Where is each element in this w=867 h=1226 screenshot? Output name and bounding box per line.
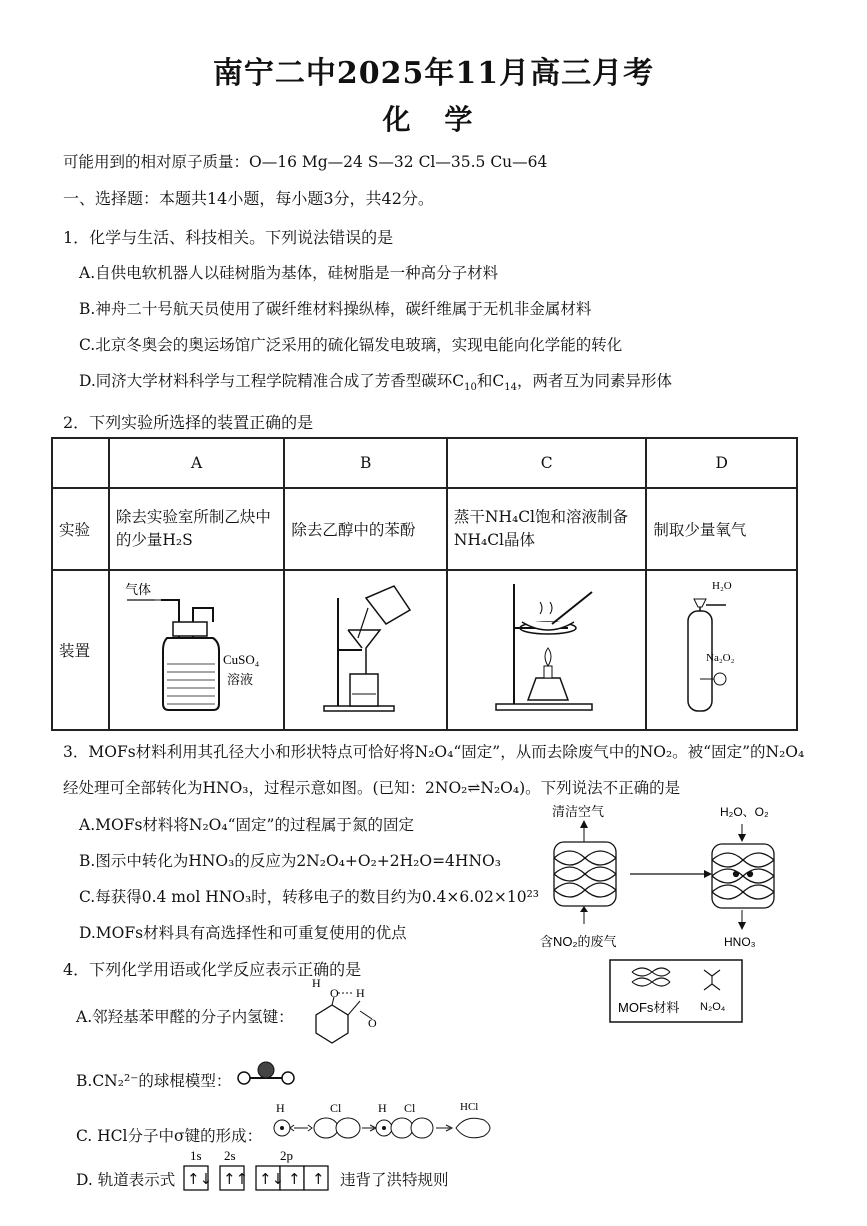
q4-option-a: A.邻羟基苯甲醛的分子内氢键： [76, 1008, 294, 1026]
q3-option-c: C.每获得0.4 mol HNO₃时，转移电子的数目约为0.4×6.02×10²³ [79, 888, 540, 906]
legend-n2o4: N₂O₄ [700, 1001, 726, 1013]
evaporation-diagram [492, 578, 602, 716]
svg-text:↑: ↑ [288, 1170, 301, 1188]
experiment-a: 除去实验室所制乙炔中的少量H₂S [109, 488, 285, 570]
experiment-d: 制取少量氧气 [646, 488, 797, 570]
svg-text:Cl: Cl [330, 1101, 342, 1115]
q4-stem: 4．下列化学用语或化学反应表示正确的是 [63, 960, 362, 979]
row-label-device: 装置 [52, 570, 109, 730]
sigma-bond-formation [270, 1098, 510, 1148]
q1-option-a: A.自供电软机器人以硅树脂为基体，硅树脂是一种高分子材料 [79, 264, 499, 282]
orbital-2p-label: 2p [280, 1148, 293, 1163]
col-header-a: A [109, 438, 285, 488]
svg-text:H: H [378, 1101, 387, 1115]
ball-stick-model [236, 1060, 296, 1090]
svg-text:↑: ↑ [312, 1170, 325, 1188]
clean-air-label: 清洁空气 [552, 804, 605, 819]
q3-option-b: B.图示中转化为HNO₃的反应为2N₂O₄+O₂+2H₂O=4HNO₃ [79, 852, 501, 870]
q4-option-d-suffix: 违背了洪特规则 [340, 1171, 449, 1189]
section-heading: 一、选择题：本题共14小题，每小题3分，共42分。 [63, 189, 434, 208]
q2-stem: 2．下列实验所选择的装置正确的是 [63, 413, 314, 432]
svg-text:O: O [368, 1016, 377, 1030]
q4-option-b: B.CN₂²⁻的球棍模型： [76, 1072, 232, 1090]
experiment-b: 除去乙醇中的苯酚 [284, 488, 447, 570]
orbital-2s-label: 2s [224, 1148, 236, 1163]
svg-text:↑↓: ↑↓ [259, 1170, 285, 1188]
q4-option-d-prefix: D. 轨道表示式 [76, 1171, 176, 1189]
svg-text:O: O [330, 986, 339, 1000]
h2o-label: H₂O [712, 580, 732, 592]
orbital-diagram [178, 1148, 334, 1196]
q1-option-b: B.神舟二十号航天员使用了碳纤维材料操纵棒，碳纤维属于无机非金属材料 [79, 300, 592, 318]
orbital-1s-label: 1s [190, 1148, 202, 1163]
subject-title: 化 学 [382, 103, 485, 136]
hydroxybenzaldehyde-structure [302, 975, 382, 1055]
filtration-diagram [318, 578, 428, 713]
legend-mofs: MOFs材料 [618, 1000, 680, 1015]
svg-text:↑↓: ↑↓ [187, 1170, 213, 1188]
q1-option-c: C.北京冬奥会的奥运场馆广泛采用的硫化镉发电玻璃，实现电能向化学能的转化 [79, 336, 623, 354]
svg-text:H: H [312, 976, 321, 990]
experiment-c: 蒸干NH₄Cl饱和溶液制备NH₄Cl晶体 [447, 488, 647, 570]
q3-option-a: A.MOFs材料将N₂O₄“固定”的过程属于氮的固定 [79, 816, 414, 834]
na2o2-label: Na₂O₂ [706, 652, 735, 664]
svg-text:Cl: Cl [404, 1101, 416, 1115]
col-header-b: B [284, 438, 447, 488]
row-label-experiment: 实验 [52, 488, 109, 570]
mofs-mesh-left [554, 842, 616, 906]
q1-stem: 1．化学与生活、科技相关。下列说法错误的是 [63, 228, 394, 247]
svg-text:H: H [356, 986, 365, 1000]
col-header-d: D [646, 438, 797, 488]
atomic-masses: 可能用到的相对原子质量：O—16 Mg—24 S—32 Cl—35.5 Cu—64 [63, 153, 548, 171]
q3-option-d: D.MOFs材料具有高选择性和可重复使用的优点 [79, 924, 407, 942]
q3-stem-line1: 3．MOFs材料利用其孔径大小和形状特点可恰好将N₂O₄“固定”，从而去除废气中的NO₂。被“固定”的N₂O₄ [63, 743, 805, 761]
page-title: 南宁二中2025年11月高三月考 [212, 56, 655, 91]
svg-text:HCl: HCl [460, 1101, 479, 1113]
svg-text:H: H [276, 1101, 285, 1115]
svg-text:↑↑: ↑↑ [223, 1170, 249, 1188]
waste-gas-label: 含NO₂的废气 [540, 934, 617, 949]
q3-stem-line2: 经处理可全部转化为HNO₃，过程示意如图。(已知：2NO₂⇌N₂O₄)。下列说法不正确的是 [63, 779, 681, 797]
mofs-mesh-right [712, 844, 774, 908]
gas-label: 气体 [125, 582, 152, 597]
wash-bottle-diagram [115, 578, 275, 718]
solution-label: 溶液 [227, 672, 254, 687]
cuso4-label: CuSO₄ [223, 652, 260, 667]
hno3-label: HNO₃ [724, 935, 756, 949]
mofs-process-diagram [520, 796, 790, 1026]
h2o-o2-label: H₂O、O₂ [720, 805, 769, 819]
oxygen-apparatus-diagram [680, 575, 750, 720]
col-header-c: C [447, 438, 647, 488]
q4-option-c: C. HCl分子中σ键的形成： [76, 1127, 263, 1145]
table-corner [52, 438, 109, 488]
q1-option-d: D.同济大学材料科学与工程学院精准合成了芳香型碳环$C_{10}$和$C_{14}$，两者互为同素异形体 [79, 372, 673, 394]
